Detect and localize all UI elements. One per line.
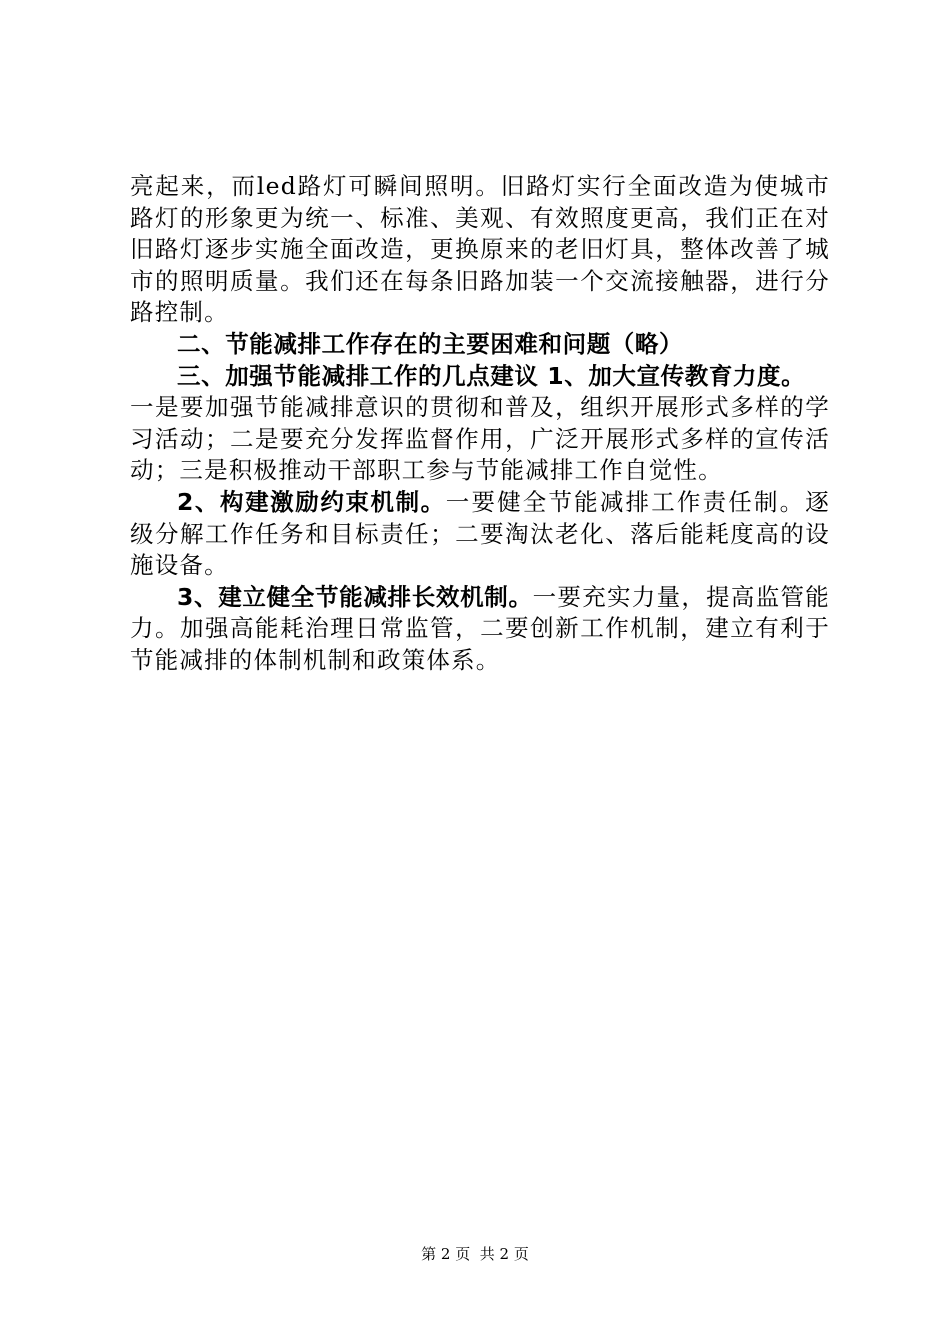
- paragraph-text: 一要健全节能减排工作责任制。逐级分解工作任务和目标责任；二要淘汰老化、落后能耗度高的设施设备。: [130, 487, 831, 580]
- section-heading-suggestions: [130, 361, 830, 393]
- heading-text: 三、加强节能减排工作的几点建议 1、加大宣传教育力度。: [177, 361, 806, 390]
- page-footer: [0, 1244, 950, 1264]
- paragraph-lead: 2、构建激励约束机制。: [177, 487, 446, 516]
- document-body: [130, 171, 830, 677]
- paragraph-text: 一要充实力量，提高监管能力。加强高能耗治理日常监管，二要创新工作机制，建立有利于节能减排的体制机制和政策体系。: [130, 582, 830, 674]
- heading-text: 二、节能减排工作存在的主要困难和问题（略）: [177, 329, 684, 358]
- paragraph-text: 一是要加强节能减排意识的贯彻和普及，组织开展形式多样的学习活动；二是要充分发挥监督作用，广泛开展形式多样的宣传活动；三是积极推动干部职工参与节能减排工作自觉性。: [130, 393, 830, 485]
- paragraph-long-term-mechanism: [130, 582, 830, 677]
- section-heading-problems: [130, 329, 830, 361]
- page-number: 第 2 页 共 2 页: [421, 1245, 529, 1263]
- paragraph-lead: 3、建立健全节能减排长效机制。: [177, 582, 533, 611]
- paragraph-text: 亮起来，而led路灯可瞬间照明。旧路灯实行全面改造为使城市路灯的形象更为统一、标准、美观、有效照度更高，我们正在对旧路灯逐步实施全面改造，更换原来的老旧灯具，整体改善了城市的照明质量。我们还在每条旧路加装一个交流接触器，进行分路控制。: [130, 172, 830, 327]
- paragraph-incentive-mechanism: [130, 487, 830, 582]
- paragraph-street-light-renovation: [130, 171, 830, 329]
- paragraph-publicity: [130, 392, 830, 487]
